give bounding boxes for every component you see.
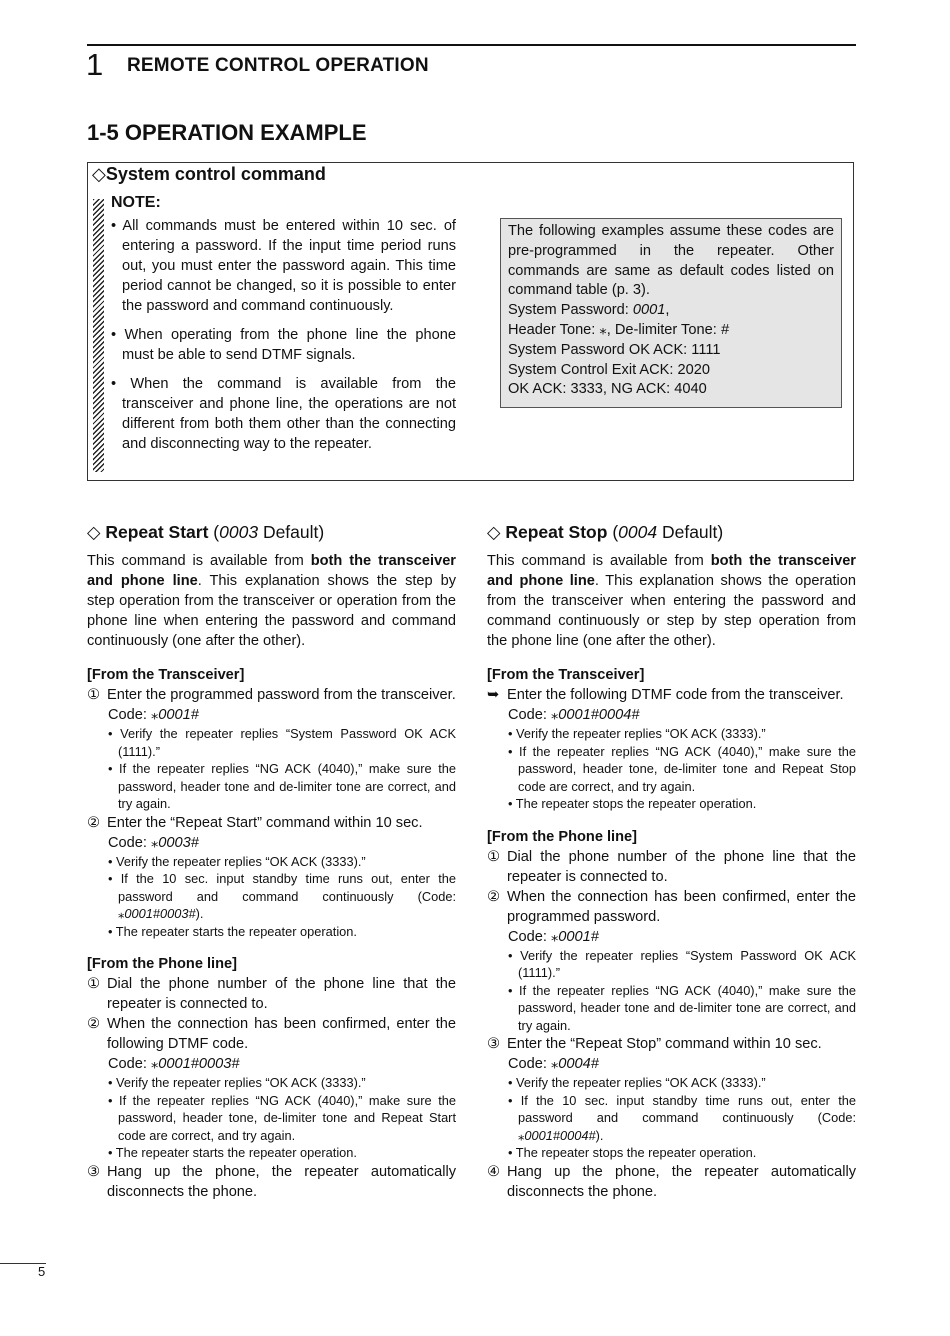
step-item: ② When the connection has been confirmed, enter the following DTMF code.	[87, 1016, 456, 1052]
step-notes: • Verify the repeater replies “OK ACK (3333).” • If the repeater replies “NG ACK (4040),” make sure the password, header tone, de-limiter tone and Repeat Stop code are correct, and try again. • The repeater stops the repeater operation.	[508, 726, 856, 811]
step-marker: ②	[87, 814, 101, 831]
control-exit-ack-line: System Control Exit ACK: 2020	[508, 361, 710, 378]
repeat-start-column	[87, 522, 456, 1202]
step-notes: • Verify the repeater replies “System Password OK ACK (1111).” • If the repeater replies “NG ACK (4040),” make sure the password, header tone and de-limiter tone are correct, and try again.	[508, 947, 856, 1033]
assumed-codes-box	[500, 218, 842, 408]
chapter-number: 1	[86, 47, 104, 82]
step-item: ➥ Enter the following DTMF code from the transceiver.	[487, 687, 844, 703]
step-marker: ①	[487, 848, 501, 865]
arrow-icon: ➥	[487, 687, 500, 703]
code-line: Code: ⁎0001#	[108, 707, 199, 723]
code-line: Code: ⁎0004#	[508, 1056, 599, 1072]
assumed-codes-intro: The following examples assume these codes are pre-programmed in the repeater. Other commands are same as default codes listed on command table (p. 3).	[508, 223, 834, 299]
step-item: ③ Enter the “Repeat Stop” command within 10 sec.	[487, 1036, 822, 1052]
password-ok-ack-line: System Password OK ACK: 1111	[508, 341, 721, 358]
repeat-stop-heading: ◇ Repeat Stop (0004 Default)	[487, 522, 724, 542]
step-item: ① Dial the phone number of the phone line that the repeater is connected to.	[87, 976, 456, 1012]
phone-line-subheading: [From the Phone line]	[487, 828, 637, 845]
step-item: ① Enter the programmed password from the transceiver.	[87, 687, 456, 703]
note-label: NOTE:	[111, 194, 161, 211]
system-control-heading: ◇System control command	[92, 164, 326, 184]
step-item: ② When the connection has been confirmed, enter the programmed password.	[487, 888, 856, 925]
diamond-icon: ◇	[487, 522, 501, 542]
step-notes: • Verify the repeater replies “OK ACK (3333).” • If the 10 sec. input standby time runs out, enter the password and command continuously (Code: ⁎0001#0004#). • The repeater stops the repeater operation.	[508, 1075, 856, 1160]
transceiver-subheading: [From the Transceiver]	[87, 667, 245, 683]
step-marker: ②	[87, 1016, 101, 1032]
step-notes: • Verify the repeater replies “OK ACK (3333).” • If the repeater replies “NG ACK (4040),” make sure the password, header tone, de-limiter tone and Repeat Start code are correct, and try again. • The repeater starts the repeater operation.	[108, 1075, 456, 1160]
step-marker: ③	[87, 1163, 101, 1180]
note-item: • When operating from the phone line the phone must be able to send DTMF signals.	[111, 327, 456, 363]
repeat-stop-column	[487, 522, 856, 1202]
repeat-start-heading: ◇ Repeat Start (0003 Default)	[87, 522, 325, 542]
step-marker: ③	[487, 1036, 501, 1052]
diamond-icon: ◇	[87, 522, 101, 542]
step-notes: • Verify the repeater replies “OK ACK (3333).” • If the 10 sec. input standby time runs out, enter the password and command continuously (Code: ⁎0001#0003#). • The repeater starts the repeater operation.	[108, 853, 456, 939]
note-item: • When the command is available from the transceiver and phone line, the operations are not different from both them other than the connecting and disconnecting way to the repeater.	[111, 376, 456, 452]
ack-codes-line: OK ACK: 3333, NG ACK: 4040	[508, 381, 707, 398]
code-line: Code: ⁎0001#0004#	[508, 707, 640, 723]
system-password-line: System Password: 0001,	[508, 302, 670, 319]
step-item: ③ Hang up the phone, the repeater automatically disconnects the phone.	[87, 1163, 456, 1200]
step-item: ② Enter the “Repeat Start” command within 10 sec.	[87, 814, 423, 831]
header-rule	[87, 44, 856, 46]
repeat-stop-intro: This command is available from both the transceiver and phone line. This explanation shows the operation from the transceiver when entering the password and command continuously or step by step operation from the phone line (one after the other).	[487, 553, 857, 649]
step-marker: ④	[487, 1163, 501, 1180]
code-line: Code: ⁎0003#	[108, 834, 199, 851]
step-marker: ①	[87, 976, 101, 992]
step-marker: ②	[487, 888, 501, 905]
code-line: Code: ⁎0001#	[508, 928, 599, 945]
repeat-start-intro: This command is available from both the transceiver and phone line. This explanation shows the step by step operation from the transceiver or operation from the phone line when entering the password and command continuously (one after the other).	[87, 553, 456, 649]
page-number: 5	[38, 1264, 46, 1279]
step-item: ④ Hang up the phone, the repeater automatically disconnects the phone.	[487, 1163, 856, 1200]
code-line: Code: ⁎0001#0003#	[108, 1056, 240, 1072]
note-item: • All commands must be entered within 10 sec. of entering a password. If the input time period runs out, you must enter the password again. This time period cannot be changed, so it is possible to enter the password and command continuously.	[111, 218, 456, 314]
step-marker: ①	[87, 687, 101, 703]
tone-line: Header Tone: ⁎, De-limiter Tone: #	[508, 321, 729, 338]
note-list	[111, 216, 456, 463]
step-notes: • Verify the repeater replies “System Password OK ACK (1111).” • If the repeater replies “NG ACK (4040),” make sure the password, header tone and de-limiter tone are correct, and try again.	[108, 726, 456, 811]
chapter-title: REMOTE CONTROL OPERATION	[127, 55, 429, 76]
note-hatch-bar	[93, 199, 104, 472]
section-title: 1-5 OPERATION EXAMPLE	[87, 120, 367, 145]
step-item: ① Dial the phone number of the phone line that the repeater is connected to.	[487, 848, 856, 885]
transceiver-subheading: [From the Transceiver]	[487, 667, 645, 683]
phone-line-subheading: [From the Phone line]	[87, 956, 237, 972]
